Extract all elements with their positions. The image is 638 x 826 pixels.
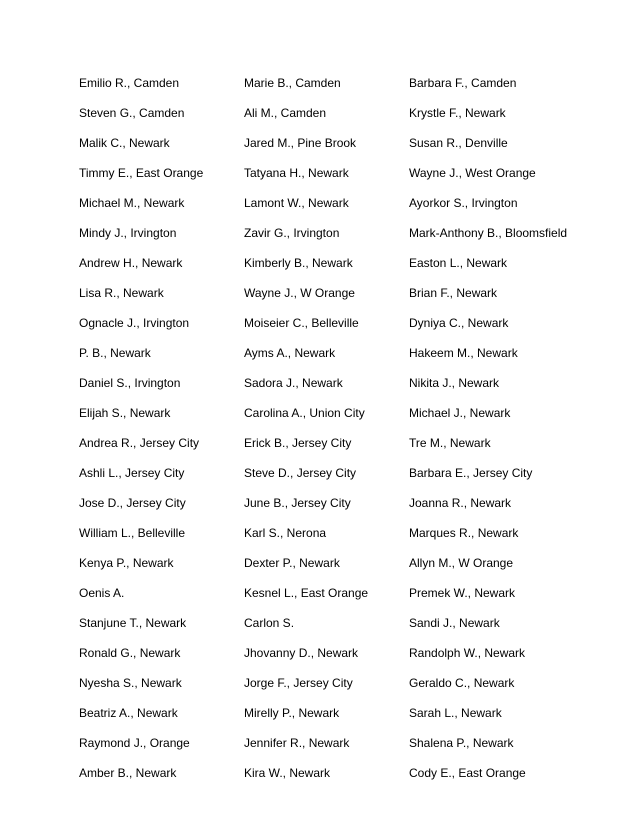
name-entry: Elijah S., Newark — [79, 406, 171, 420]
name-entry: Jennifer R., Newark — [244, 736, 350, 750]
name-entry: Mirelly P., Newark — [244, 706, 340, 720]
name-entry: Oenis A. — [79, 586, 125, 600]
name-entry: Jorge F., Jersey City — [244, 676, 353, 690]
name-entry: Joanna R., Newark — [409, 496, 512, 510]
name-entry: Randolph W., Newark — [409, 646, 526, 660]
name-entry: Ashli L., Jersey City — [79, 466, 185, 480]
name-entry: Nikita J., Newark — [409, 376, 500, 390]
name-entry: June B., Jersey City — [244, 496, 351, 510]
name-entry: Raymond J., Orange — [79, 736, 190, 750]
name-entry: Jhovanny D., Newark — [244, 646, 359, 660]
name-entry: Tre M., Newark — [409, 436, 491, 450]
name-entry: Jose D., Jersey City — [79, 496, 186, 510]
name-entry: Mindy J., Irvington — [79, 226, 177, 240]
name-entry: Susan R., Denville — [409, 136, 508, 150]
name-entry: Moiseier C., Belleville — [244, 316, 359, 330]
name-entry: Sandi J., Newark — [409, 616, 500, 630]
name-entry: Beatriz A., Newark — [79, 706, 178, 720]
name-entry: Barbara E., Jersey City — [409, 466, 533, 480]
name-entry: Premek W., Newark — [409, 586, 516, 600]
name-entry: Kesnel L., East Orange — [244, 586, 369, 600]
name-entry: Andrew H., Newark — [79, 256, 183, 270]
name-entry: Sarah L., Newark — [409, 706, 502, 720]
name-entry: Cody E., East Orange — [409, 766, 526, 780]
name-entry: Lamont W., Newark — [244, 196, 349, 210]
name-entry: Mark-Anthony B., Bloomsfield — [409, 226, 568, 240]
name-entry: Daniel S., Irvington — [79, 376, 181, 390]
name-entry: Karl S., Nerona — [244, 526, 327, 540]
name-entry: Marques R., Newark — [409, 526, 519, 540]
name-entry: Tatyana H., Newark — [244, 166, 349, 180]
name-entry: Kenya P., Newark — [79, 556, 174, 570]
name-entry: Michael J., Newark — [409, 406, 511, 420]
name-entry: Jared M., Pine Brook — [244, 136, 357, 150]
name-entry: Timmy E., East Orange — [79, 166, 204, 180]
name-entry: Easton L., Newark — [409, 256, 508, 270]
name-entry: Wayne J., W Orange — [244, 286, 355, 300]
names-list — [79, 75, 619, 795]
name-entry: Ronald G., Newark — [79, 646, 181, 660]
name-entry: Dyniya C., Newark — [409, 316, 509, 330]
name-entry: Shalena P., Newark — [409, 736, 514, 750]
name-entry: Steve D., Jersey City — [244, 466, 357, 480]
name-entry: William L., Belleville — [79, 526, 186, 540]
name-entry: Zavir G., Irvington — [244, 226, 340, 240]
name-entry: Ognacle J., Irvington — [79, 316, 190, 330]
name-entry: Malik C., Newark — [79, 136, 170, 150]
name-entry: Dexter P., Newark — [244, 556, 340, 570]
name-entry: P. B., Newark — [79, 346, 151, 360]
name-entry: Kira W., Newark — [244, 766, 331, 780]
name-entry: Allyn M., W Orange — [409, 556, 514, 570]
name-entry: Wayne J., West Orange — [409, 166, 536, 180]
name-entry: Marie B., Camden — [244, 76, 341, 90]
name-entry: Ayms A., Newark — [244, 346, 336, 360]
name-entry: Krystle F., Newark — [409, 106, 506, 120]
name-entry: Barbara F., Camden — [409, 76, 517, 90]
name-entry: Ayorkor S., Irvington — [409, 196, 518, 210]
name-entry: Brian F., Newark — [409, 286, 498, 300]
name-entry: Hakeem M., Newark — [409, 346, 518, 360]
name-entry: Lisa R., Newark — [79, 286, 164, 300]
name-entry: Carlon S. — [244, 616, 295, 630]
name-entry: Geraldo C., Newark — [409, 676, 515, 690]
name-entry: Andrea R., Jersey City — [79, 436, 200, 450]
name-entry: Steven G., Camden — [79, 106, 185, 120]
name-entry: Erick B., Jersey City — [244, 436, 352, 450]
name-entry: Kimberly B., Newark — [244, 256, 353, 270]
name-entry: Ali M., Camden — [244, 106, 327, 120]
name-entry: Stanjune T., Newark — [79, 616, 187, 630]
name-entry: Sadora J., Newark — [244, 376, 343, 390]
name-entry: Carolina A., Union City — [244, 406, 365, 420]
name-entry: Michael M., Newark — [79, 196, 185, 210]
name-entry: Amber B., Newark — [79, 766, 177, 780]
name-entry: Emilio R., Camden — [79, 76, 180, 90]
name-entry: Nyesha S., Newark — [79, 676, 182, 690]
